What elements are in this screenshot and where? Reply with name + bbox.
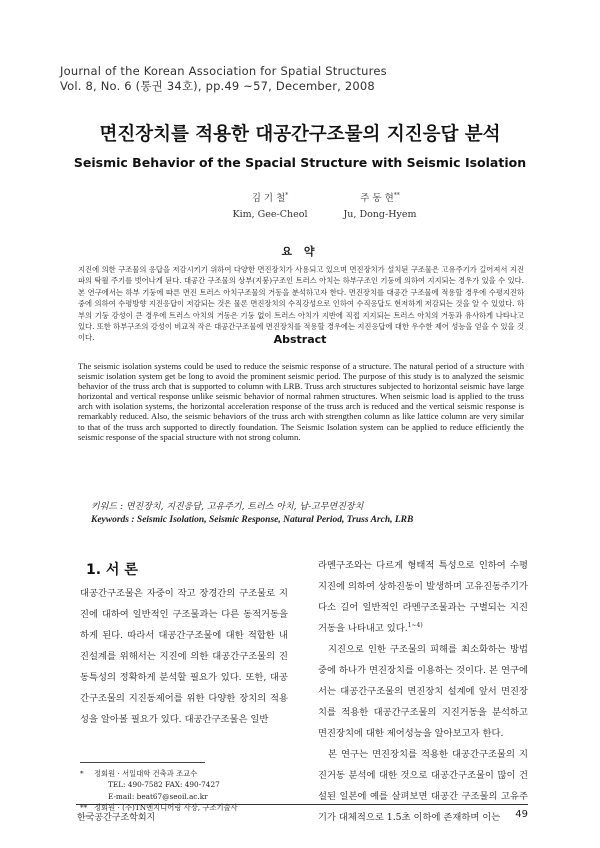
body-left-column — [80, 583, 288, 730]
footnote-1-affiliation: 정회원 · 서일대학 건축과 조교수 — [94, 769, 198, 778]
footer-journal-name: 한국공간구조학회지 — [77, 813, 156, 823]
footer-divider — [76, 804, 528, 805]
footnote-2-affiliation: 정회원 · (주)TN엔지니어링 사장, 구조기술사 — [94, 803, 238, 813]
footnote-1-email: E-mail: beat67@seoil.ac.kr — [108, 791, 208, 801]
author-2 — [310, 188, 450, 223]
author-1-mark: * — [285, 192, 289, 199]
footnote-1-mark: * — [80, 769, 84, 778]
intro-paragraph-1: 대공간구조물은 자중이 작고 장경간의 구조물로 지진에 대하여 일반적인 구조물과는 다른 동적거동을 하게 된다. 따라서 대공간구조물에 대한 적합한 내진설계를 위해서는 지진에 의한 대공간구조물의 진동특성의 정확하게 분석할 필요가 있다. 또한, 대공간구조물의 지진동제어를 위한 다양한 장치의 적용성을 알아볼 필요가 있다. 대공간구조물은 일반 — [80, 588, 288, 725]
journal-volume: Vol. 8, No. 6 (통권 34호), pp.49 ~57, December, 2008 — [60, 79, 375, 93]
author-2-name-ko: 주 동 현 — [360, 193, 394, 205]
footnotes — [80, 768, 300, 814]
author-1-name-en: Kim, Gee-Cheol — [232, 209, 308, 221]
intro-paragraph-2 — [318, 555, 528, 639]
page-number: 49 — [515, 809, 528, 820]
footnote-1 — [80, 768, 300, 802]
footnote-divider — [80, 762, 205, 763]
korean-abstract-body: 지진에 의한 구조물의 응답을 저감시키기 위하여 다양한 면진장치가 사용되고 있으며 면진장치가 설치된 구조물은 고유주기가 길어져서 지진파의 탁월 주기를 벗어나게 된다. 대공간 구조물의 상부(지붕)구조인 트러스 아치는 하부구조인 기둥에 의하여 지지되는 경우가 있을 수 있다. 본 연구에서는 하부 기둥에 따른 면진 트러스 아치구조물의 거동을 분석하고자 한다. 면진장치를 대공간 구조물에 적용할 경우에 수평지진하중에 의하여 수평방향 지진응답이 저감되는 것은 물론 면진장치의 수직강성으로 인하여 수직응답도 현저하게 저감되는 것을 알 수 있었다. 하부의 기둥 강성이 큰 경우에 트러스 아치의 거동은 기둥 없이 트러스 아치가 지반에 직접 지지되는 트러스 아치의 거동과 유사하게 나타나고 있다. 또한 하부구조의 강성이 비교적 작은 대공간구조물에 면진장치를 적용할 경우에는 지진응답에 대한 우수한 제어 성능을 얻을 수 있을 것이다. — [78, 265, 524, 343]
footnote-2-mark: ** — [80, 803, 88, 813]
intro-paragraph-3: 지진으로 인한 구조물의 피해를 최소화하는 방법 중에 하나가 면진장치를 이용하는 것이다. 본 연구에서는 대공간구조물의 면진장치 설계에 앞서 면진장치를 적용한 대공간구조물의 지진거동을 분석하고 면진장치에 대한 제어성능을 알아보고자 한다. — [318, 644, 528, 739]
english-abstract-heading: Abstract — [273, 333, 327, 346]
citation-ref: 1~4) — [407, 621, 423, 629]
section-1-heading: 1. 서 론 — [86, 562, 138, 578]
paper-title-english: Seismic Behavior of the Spacial Structure with Seismic Isolation — [73, 155, 527, 170]
korean-abstract-heading: 요 약 — [281, 245, 319, 258]
english-abstract-body: The seismic isolation systems could be used to reduce the seismic response of a structure. The natural period of a structure with seismic isolation system get be long to avoid the prominent seismic period. The purpose of this study is to analyzed the seismic behavior of the truss arch that is supported to column with LRB. Truss arch structures subjected to horizontal seismic have large horizontal and vertical response unlike seismic behavior of normal rahmen structures. When seismic load is applied to the truss arch with isolation systems, the horizontal acceleration response of the truss arch is reduced and the vertical seismic response is remarkably reduced. Also, the seismic behaviors of the truss arch with strengthen column as like lattice column are very similar to that of the truss arch supported to directly foundation. The Seismic Isolation system can be applied to reduce efficiently the seismic response of the spacial structure with not strong column. — [78, 361, 524, 442]
body-right-column — [318, 555, 528, 828]
author-2-mark: ** — [393, 192, 400, 199]
journal-name: Journal of the Korean Association for Spatial Structures — [60, 64, 387, 78]
author-2-name-en: Ju, Dong-Hyem — [343, 209, 417, 221]
intro-paragraph-4: 본 연구는 면진장치를 적용한 대공간구조물의 지진거동 분석에 대한 것으로 대공간구조물이 많이 건설된 일본에 예를 살펴보면 대공간 구조물의 고유주기가 대체적으로 1.5초 이하에 존재하며 이는 — [318, 749, 528, 823]
paper-title-korean: 면진장치를 적용한 대공간구조물의 지진응답 분석 — [99, 124, 501, 145]
intro-paragraph-2-text: 라멘구조와는 다르게 형태적 특성으로 인하여 수평지진에 의하여 상하진동이 발생하며 고유진동주기가 다소 길어 일반적인 라멘구조물과는 구별되는 지진거동을 나타내고 있다. — [318, 560, 528, 634]
footnote-1-phone: TEL: 490-7582 FAX: 490-7427 — [108, 780, 220, 790]
keywords-english: Keywords : Seismic Isolation, Seismic Response, Natural Period, Truss Arch, LRB — [91, 515, 414, 525]
journal-header — [60, 64, 540, 94]
keywords-korean: 키워드 : 면진장치, 지진응답, 고유주기, 트러스 아치, 납-고무면진장치 — [91, 502, 364, 512]
author-1-name-ko: 김 기 철 — [251, 193, 286, 205]
